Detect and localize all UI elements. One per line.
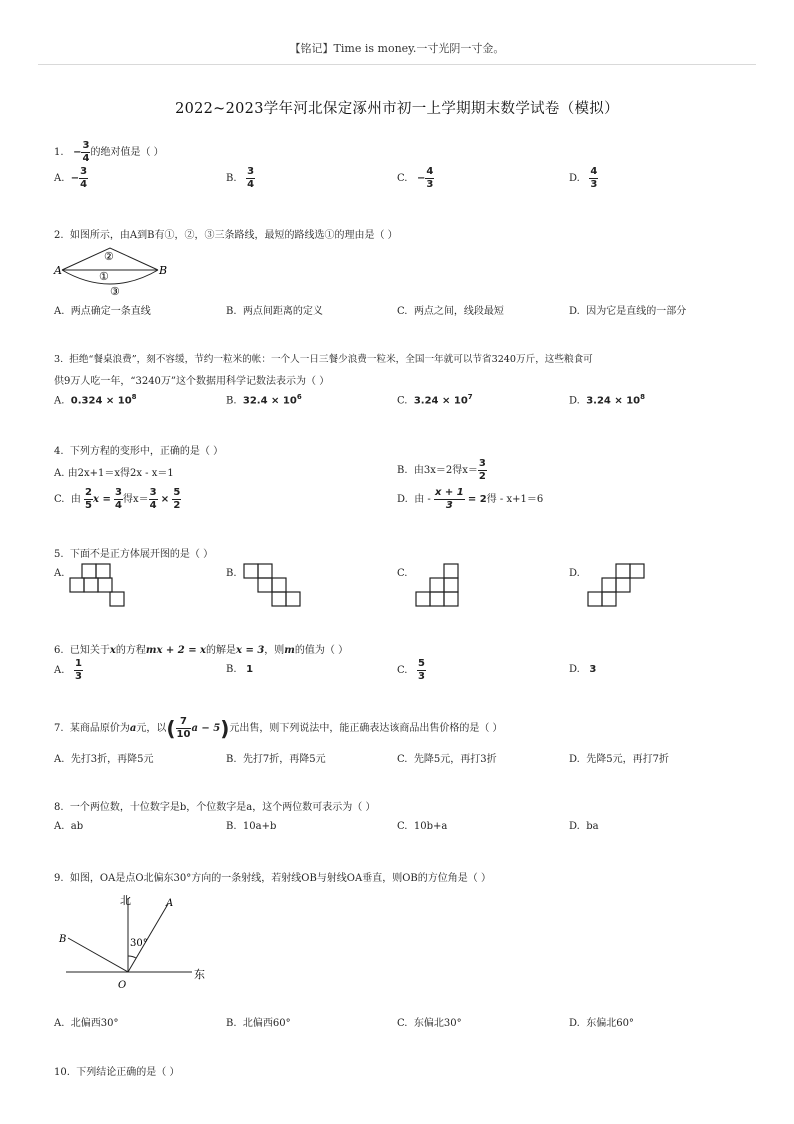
q6-option-c[interactable]: C. $\frac{5}{3}$: [397, 658, 425, 682]
question-2: 2. 如图所示，由A到B有①，②，③三条路线，最短的路线选①的理由是（ ）: [54, 230, 398, 241]
q5-option-d-label[interactable]: D.: [569, 568, 580, 579]
ray-label-b: B: [59, 934, 67, 945]
q8-option-c[interactable]: C. 10b+a: [397, 821, 448, 832]
q5-option-a-label[interactable]: A.: [54, 568, 65, 579]
q4-option-b[interactable]: B. 由3x＝2得x＝ $\frac{3}{2}$: [397, 458, 486, 482]
net-figure-c: [414, 562, 464, 608]
net-figure-b: [242, 562, 302, 608]
north-label: 北: [120, 894, 131, 907]
q7-option-b[interactable]: B. 先打7折，再降5元: [226, 754, 326, 765]
q1-option-a[interactable]: A. − $\frac{3}{4}$: [54, 166, 88, 190]
question-1-number: 1.: [54, 147, 64, 158]
q3-option-a[interactable]: A. $0.324 \times 10^8$: [54, 393, 137, 407]
q2-option-d[interactable]: D. 因为它是直线的一部分: [569, 306, 687, 317]
question-1-fraction: $\frac{3}{4}$: [82, 140, 90, 164]
question-3-line-2: 供9万人吃一年，“3240万”这个数据用科学记数法表示为（ ）: [54, 376, 330, 387]
q9-option-b[interactable]: B. 北偏西60°: [226, 1018, 291, 1029]
route-label-a: A: [54, 264, 62, 277]
q8-option-a[interactable]: A. ab: [54, 821, 84, 832]
q6-option-b[interactable]: B. 1: [226, 664, 254, 675]
page-header: 【铭记】Time is money.一寸光阴一寸金。: [289, 42, 505, 55]
q3-option-b[interactable]: B. $32.4 \times 10^6$: [226, 393, 302, 407]
q4-option-a[interactable]: A. 由2x+1＝x得2x - x＝1: [54, 468, 174, 479]
q3-option-d[interactable]: D. $3.24 \times 10^8$: [569, 393, 646, 407]
route-figure: [52, 242, 172, 300]
question-8: 8. 一个两位数，十位数字是b，个位数字是a，这个两位数可表示为（ ）: [54, 802, 376, 813]
q6-option-d[interactable]: D. 3: [569, 664, 597, 675]
q5-option-b-label[interactable]: B.: [226, 568, 237, 579]
question-1: [54, 140, 164, 165]
question-9: 9. 如图，OA是点O北偏东30°方向的一条射线，若射线OB与射线OA垂直，则OB的方位角是（ ）: [54, 873, 491, 884]
q2-option-a[interactable]: A. 两点确定一条直线: [54, 306, 151, 317]
page-title: 2022~2023学年河北保定涿州市初一上学期期末数学试卷（模拟）: [175, 101, 619, 117]
direction-figure: [52, 890, 212, 992]
q8-option-d[interactable]: D. ba: [569, 821, 599, 832]
header-divider: [38, 64, 756, 65]
q1-option-b[interactable]: B. $\frac{3}{4}$: [226, 166, 255, 190]
q1-option-c[interactable]: C. − $\frac{4}{3}$: [397, 166, 434, 190]
route-label-2: ②: [104, 250, 114, 263]
question-5: 5. 下面不是正方体展开图的是（ ）: [54, 549, 214, 560]
q7-option-c[interactable]: C. 先降5元，再打3折: [397, 754, 497, 765]
route-label-b: B: [159, 264, 168, 277]
net-figure-a: [68, 562, 128, 608]
q9-option-d[interactable]: D. 东偏北60°: [569, 1018, 634, 1029]
origin-label-o: O: [118, 980, 127, 991]
q8-option-b[interactable]: B. 10a+b: [226, 821, 277, 832]
angle-label: 30°: [130, 938, 148, 949]
q2-option-c[interactable]: C. 两点之间，线段最短: [397, 306, 504, 317]
question-1-minus: −: [73, 147, 82, 158]
q2-option-b[interactable]: B. 两点间距离的定义: [226, 306, 323, 317]
q3-option-c[interactable]: C. $3.24 \times 10^7$: [397, 393, 473, 407]
q4-option-c[interactable]: C. 由 $\frac{2}{5}$ x = $\frac{3}{4}$ 得x＝ $\frac{3}{4}$ × $\frac{5}{2}$: [54, 487, 181, 511]
q6-option-a[interactable]: A. $\frac{1}{3}$: [54, 658, 82, 682]
q4-option-d[interactable]: D. 由 - $\frac{x + 1}{3}$ = 2得 - x+1＝6: [397, 487, 544, 511]
question-10: 10. 下列结论正确的是（ ）: [54, 1067, 180, 1078]
ray-label-a: A: [166, 898, 174, 909]
question-1-text: 的绝对值是（ ）: [90, 147, 164, 158]
route-label-1: ①: [99, 270, 109, 283]
q9-option-a[interactable]: A. 北偏西30°: [54, 1018, 119, 1029]
q1-option-d[interactable]: D. $\frac{4}{3}$: [569, 166, 598, 190]
east-label: 东: [194, 968, 205, 981]
q7-option-d[interactable]: D. 先降5元，再打7折: [569, 754, 669, 765]
q7-option-a[interactable]: A. 先打3折，再降5元: [54, 754, 154, 765]
net-figure-d: [586, 562, 646, 608]
q5-option-c-label[interactable]: C.: [397, 568, 408, 579]
question-7: 7. 某商品原价为a元，以( $\frac{7}{10}$ a − 5)元出售，则下列说法中，能正确表达该商品出售价格的是（ ）: [54, 716, 503, 741]
question-4: 4. 下列方程的变形中，正确的是（ ）: [54, 446, 224, 457]
q9-option-c[interactable]: C. 东偏北30°: [397, 1018, 462, 1029]
route-label-3: ③: [110, 285, 120, 298]
question-3-line-1: 3. 拒绝“餐桌浪费”，刻不容缓，节约一粒米的帐：一个人一日三餐少浪费一粒米，全国一年就可以节省3240万斤，这些粮食可: [54, 354, 593, 365]
question-6: 6. 已知关于x的方程mx + 2 = x的解是x = 3，则m的值为（ ）: [54, 645, 349, 656]
